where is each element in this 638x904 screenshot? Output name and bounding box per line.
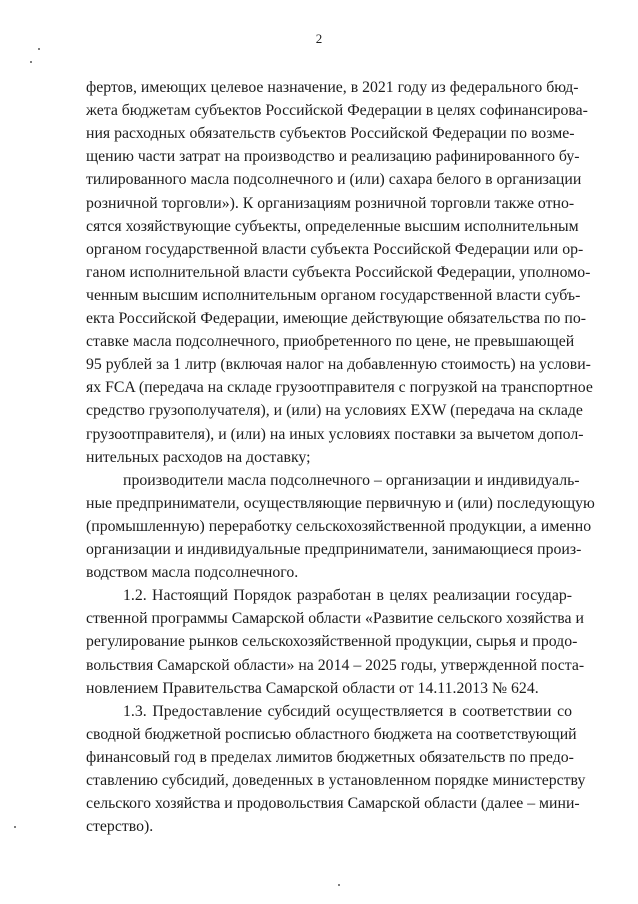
text-line: ченным высшим исполнительным органом государственной власти субъ-	[86, 286, 581, 304]
text-line: ные предприниматели, осуществляющие первичную и (или) последующую	[86, 494, 595, 512]
text-line: ния расходных обязательств субъектов Российской Федерации по возме-	[86, 125, 575, 143]
text-line: водством масла подсолнечного.	[86, 564, 299, 582]
scan-speck	[38, 48, 40, 50]
text-line: финансовый год в пределах лимитов бюджетных обязательств по предо-	[86, 748, 574, 766]
text-line: сводной бюджетной росписью областного бюджета на соответствующий	[86, 725, 577, 743]
text-line: нительных расходов на доставку;	[86, 448, 311, 466]
text-line: вольствия Самарской области» на 2014 – 2025 годы, утвержденной поста-	[86, 656, 585, 674]
text-line: (промышленную) переработку сельскохозяйственной продукции, а именно	[86, 517, 592, 535]
page-number: 2	[315, 31, 323, 46]
text-line: новлением Правительства Самарской области от 14.11.2013 № 624.	[86, 679, 539, 697]
text-line: регулирование рынков сельскохозяйственной продукции, сырья и продо-	[86, 633, 578, 651]
scan-speck	[30, 61, 32, 63]
text-line: грузоотправителя), и (или) на иных условиях поставки за вычетом допол-	[86, 425, 584, 443]
text-line: стерство).	[86, 818, 154, 836]
text-line: 95 рублей за 1 литр (включая налог на добавленную стоимость) на услови-	[86, 356, 591, 374]
text-line: ставке масла подсолнечного, приобретенного по цене, не превышающей	[86, 333, 575, 351]
text-line: 1.3. Предоставление субсидий осуществляется в соответствии со	[123, 702, 572, 720]
text-line: органом государственной власти субъекта Российской Федерации или ор-	[86, 240, 584, 258]
text-line: 1.2. Настоящий Порядок разработан в целях реализации государ-	[123, 587, 572, 605]
text-line: ях FCA (передача на складе грузоотправителя с погрузкой на транспортное	[86, 379, 593, 397]
text-line: средство грузополучателя), и (или) на условиях EXW (передача на складе	[86, 402, 583, 420]
text-line: розничной торговли»). К организациям розничной торговли также отно-	[86, 194, 575, 212]
text-line: производители масла подсолнечного – организации и индивидуаль-	[123, 471, 580, 489]
text-line: екта Российской Федерации, имеющие действующие обязательства по по-	[86, 310, 586, 327]
scan-speck	[338, 884, 340, 886]
text-line: ставлению субсидий, доведенных в установленном порядке министерству	[86, 772, 586, 789]
text-line: тилированного масла подсолнечного и (или) сахара белого в организации	[86, 171, 582, 189]
text-line: сельского хозяйства и продовольствия Самарской области (далее – мини-	[86, 795, 580, 813]
text-line: организации и индивидуальные предприниматели, занимающиеся произ-	[86, 541, 582, 558]
text-line: ганом исполнительной власти субъекта Российской Федерации, уполномо-	[86, 263, 591, 281]
scan-speck	[14, 826, 16, 828]
text-line: фертов, имеющих целевое назначение, в 2021 году из федерального бюд-	[86, 79, 579, 96]
text-line: ственной программы Самарской области «Развитие сельского хозяйства и	[86, 610, 584, 628]
text-line: щению части затрат на производство и реализацию рафинированного бу-	[86, 148, 580, 166]
text-line: жета бюджетам субъектов Российской Федерации в целях софинансирова-	[86, 102, 588, 120]
text-line: сятся хозяйствующие субъекты, определенные высшим исполнительным	[86, 217, 579, 235]
